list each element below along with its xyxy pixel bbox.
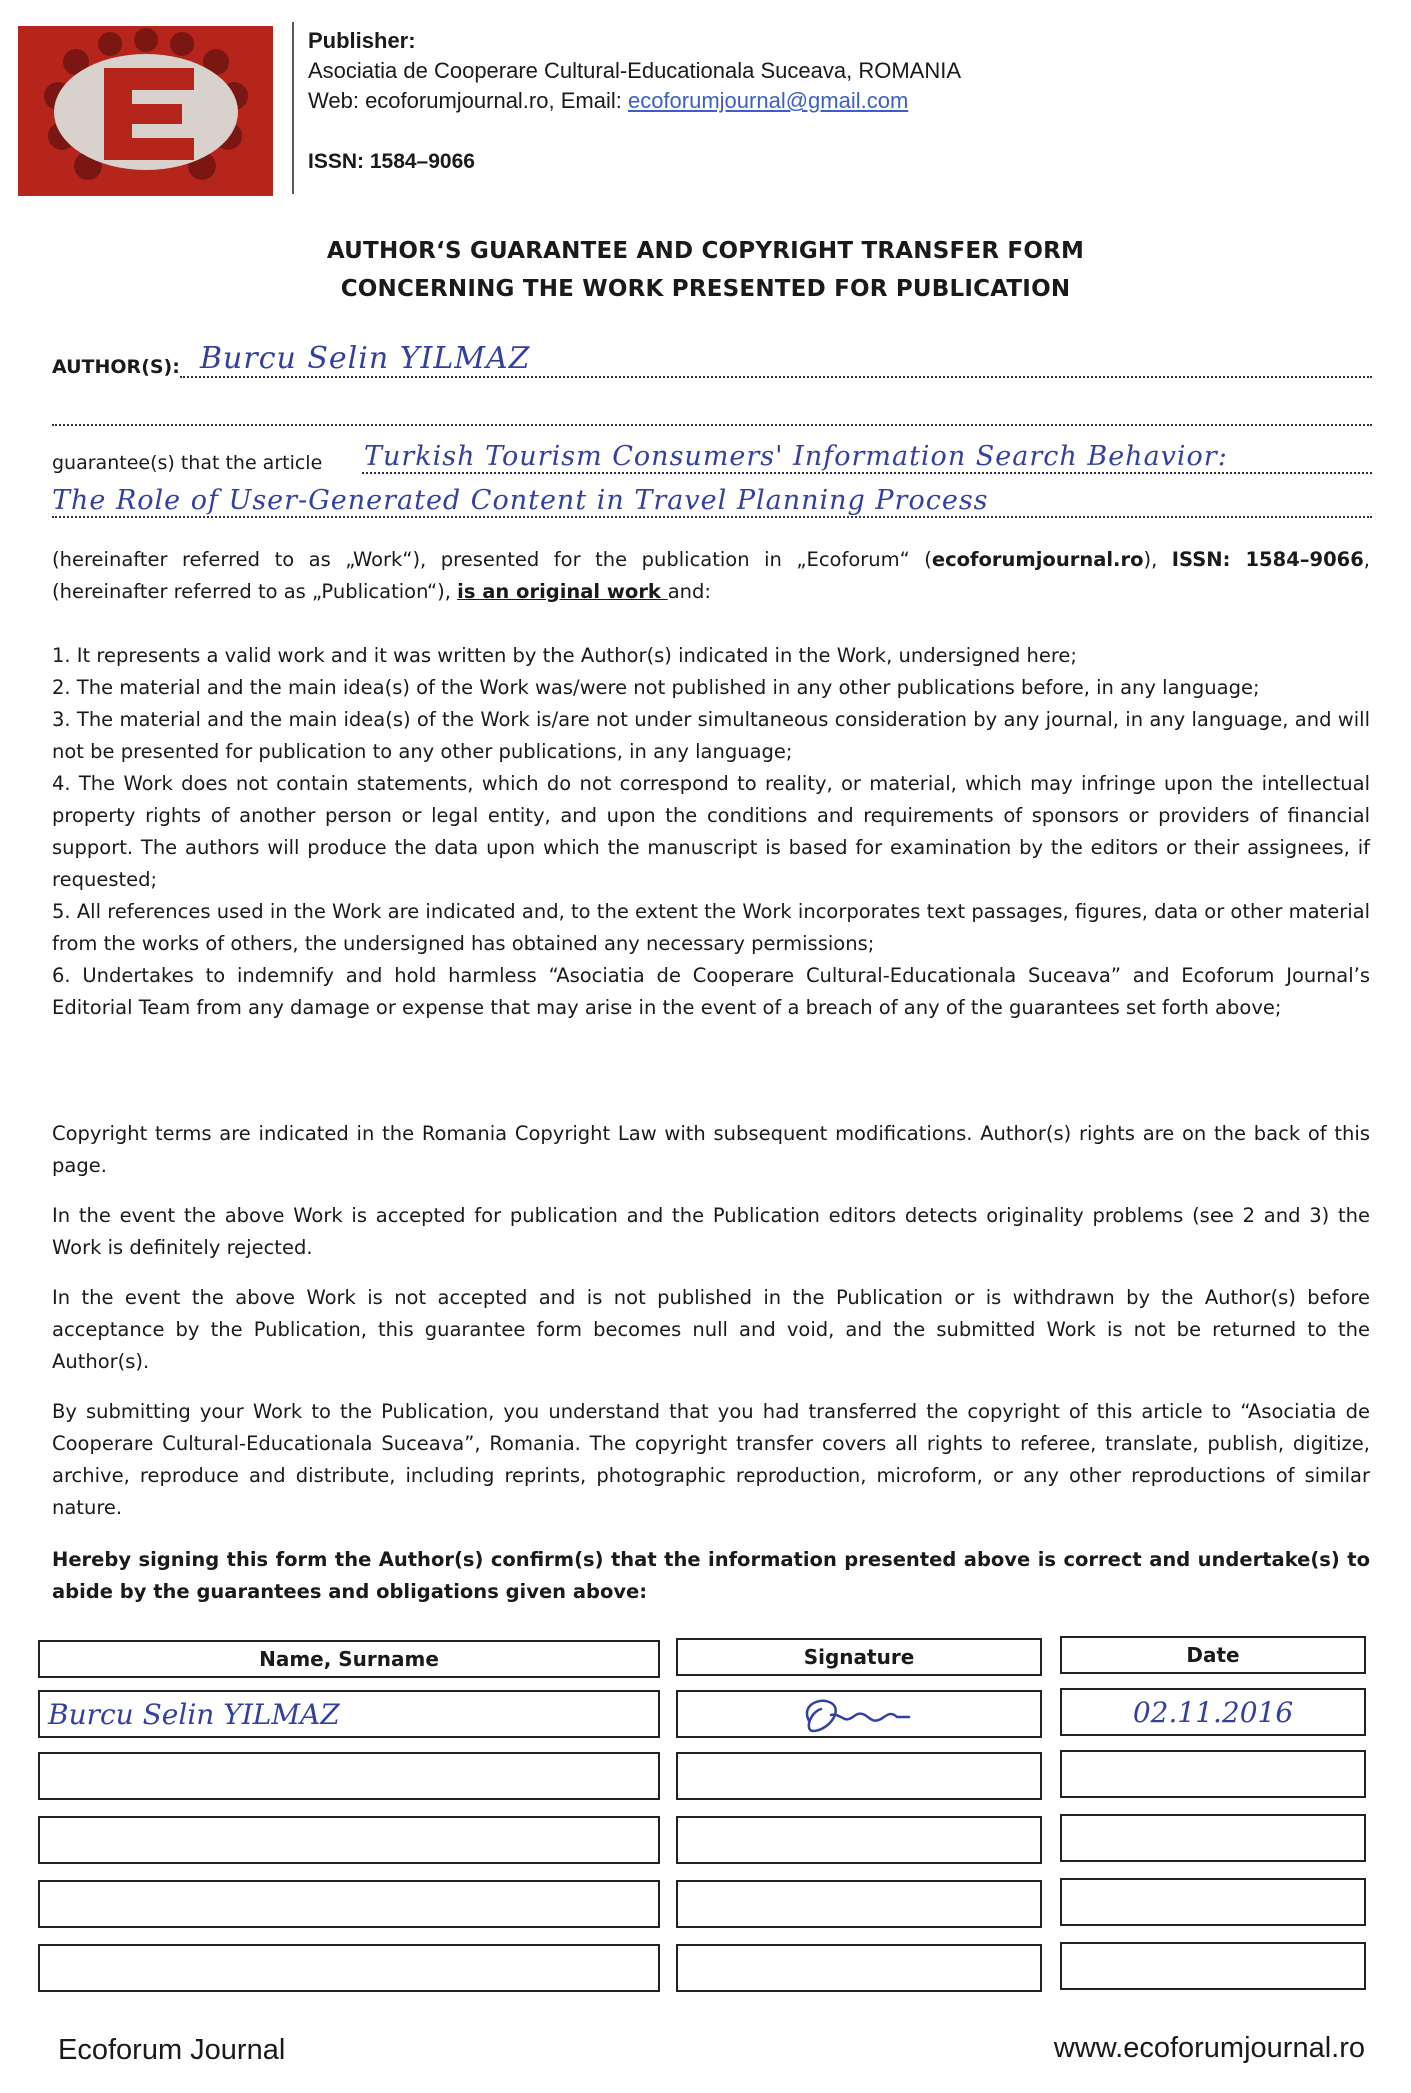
intro-paragraph — [52, 544, 1370, 608]
email-link[interactable]: ecoforumjournal@gmail.com — [627, 88, 909, 113]
row1-signature-cell[interactable] — [676, 1690, 1042, 1738]
intro-part2: ), — [1143, 548, 1172, 571]
header-name-surname: Name, Surname — [38, 1640, 660, 1678]
list-item: 5. All references used in the Work are indicated and, to the extent the Work incorporates text passages, figures, data or other material from the works of others, the undersigned has obtained any necessary permissions; — [52, 900, 1370, 955]
list-item: 1. It represents a valid work and it was written by the Author(s) indicated in the Work, undersigned here; — [52, 644, 1077, 667]
intro-site: ecoforumjournal.ro — [931, 548, 1144, 571]
article-title-line1[interactable]: Turkish Tourism Consumers' Information Search Behavior: — [364, 441, 1228, 472]
row4-name-cell[interactable] — [38, 1880, 660, 1928]
authors-field-row-2 — [52, 390, 1372, 430]
row5-name-cell[interactable] — [38, 1944, 660, 1992]
intro-part4: and: — [667, 580, 711, 603]
article-field-row-2 — [52, 482, 1372, 522]
row1-name-cell[interactable]: Burcu Selin YILMAZ — [38, 1690, 660, 1738]
not-accepted-paragraph: In the event the above Work is not accepted and is not published in the Publication or is withdrawn by the Author(s) before acceptance by the Publication, this guarantee form becomes null and void, and the submitted Work is not be returned to the Author(s). — [52, 1286, 1370, 1373]
publisher-contact — [308, 86, 1308, 116]
intro-issn: ISSN: 1584–9066 — [1171, 548, 1364, 571]
publisher-block — [308, 26, 1308, 116]
authors-handwritten-value[interactable]: Burcu Selin YILMAZ — [200, 341, 531, 376]
intro-part1: (hereinafter referred to as „Work“), presented for the publication in „Ecoforum“ ( — [52, 548, 932, 571]
footer-website[interactable]: www.ecoforumjournal.ro — [1053, 2032, 1365, 2064]
row2-signature-cell[interactable] — [676, 1752, 1042, 1800]
form-title — [0, 232, 1411, 308]
intro-part3: , (hereinafter referred to as „Publication“), — [52, 548, 1370, 603]
row4-date-cell[interactable] — [1060, 1878, 1366, 1926]
publisher-name: Asociatia de Cooperare Cultural-Educationala Suceava, ROMANIA — [308, 58, 961, 83]
article-dotted-line-1 — [362, 472, 1372, 474]
footer-journal-name: Ecoforum Journal — [58, 2034, 286, 2066]
authors-dotted-line-2[interactable] — [52, 424, 1372, 426]
guarantee-list — [52, 640, 1370, 1024]
form-title-line2: CONCERNING THE WORK PRESENTED FOR PUBLICATION — [340, 276, 1071, 302]
header-signature: Signature — [676, 1638, 1042, 1676]
authors-field-row — [52, 342, 1372, 382]
row3-date-cell[interactable] — [1060, 1814, 1366, 1862]
list-item: 2. The material and the main idea(s) of the Work was/were not published in any other publications before, in any language; — [52, 676, 1260, 699]
header-date: Date — [1060, 1636, 1366, 1674]
form-title-line1: AUTHOR‘S GUARANTEE AND COPYRIGHT TRANSFER FORM — [326, 238, 1085, 264]
row3-name-cell[interactable] — [38, 1816, 660, 1864]
submitting-paragraph: By submitting your Work to the Publication, you understand that you had transferred the copyright of this article to “Asociatia de Cooperare Cultural-Educationala Suceava”, Romania. The copyright transfer covers all rights to referee, translate, publish, digitize, archive, reproduce and distribute, including reprints, photographic reproduction, microform, or any other reproductions of similar nature. — [52, 1400, 1370, 1519]
list-item: 4. The Work does not contain statements, which do not correspond to reality, or material, which may infringe upon the intellectual property rights of another person or legal entity, and upon the conditions and requirements of sponsors or providers of financial support. The authors will produce the data upon which the manuscript is based for examination by the editors or their assignees, if requested; — [52, 772, 1370, 891]
list-item: 3. The material and the main idea(s) of the Work is/are not under simultaneous consideration by any journal, in any language, and will not be presented for publication to any other publications, in any language; — [52, 708, 1370, 763]
issn-label: ISSN: 1584–9066 — [308, 150, 475, 173]
article-title-line2[interactable]: The Role of User-Generated Content in Travel Planning Process — [52, 485, 989, 516]
row1-date-cell[interactable]: 02.11.2016 — [1060, 1688, 1366, 1736]
guarantee-label: guarantee(s) that the article — [52, 452, 323, 474]
row3-signature-cell[interactable] — [676, 1816, 1042, 1864]
row2-name-cell[interactable] — [38, 1752, 660, 1800]
authors-label: AUTHOR(S): — [52, 356, 180, 378]
ecoforum-logo-icon — [18, 26, 273, 196]
row5-date-cell[interactable] — [1060, 1942, 1366, 1990]
row2-date-cell[interactable] — [1060, 1750, 1366, 1798]
header-divider — [292, 22, 294, 194]
list-item: 6. Undertakes to indemnify and hold harmless “Asociatia de Cooperare Cultural-Educationala Suceava” and Ecoforum Journal’s Editorial Team from any damage or expense that may arise in the event of a breach of any of the guarantees set forth above; — [52, 964, 1370, 1019]
article-dotted-line-2 — [52, 516, 1372, 518]
authors-dotted-line — [180, 376, 1372, 378]
intro-original-work: is an original work — [457, 580, 668, 603]
article-field-row — [52, 438, 1372, 478]
copyright-paragraph: Copyright terms are indicated in the Romania Copyright Law with subsequent modifications. Author(s) rights are on the back of this page. — [52, 1122, 1370, 1177]
hereby-paragraph: Hereby signing this form the Author(s) confirm(s) that the information presented above is correct and undertake(s) to abide by the guarantees and obligations given above: — [52, 1548, 1370, 1603]
accepted-paragraph: In the event the above Work is accepted for publication and the Publication editors detects originality problems (see 2 and 3) the Work is definitely rejected. — [52, 1204, 1370, 1259]
row4-signature-cell[interactable] — [676, 1880, 1042, 1928]
publisher-label: Publisher: — [308, 28, 416, 53]
handwritten-signature-icon — [769, 1691, 949, 1737]
row5-signature-cell[interactable] — [676, 1944, 1042, 1992]
web-prefix: Web: ecoforumjournal.ro, Email: — [308, 88, 628, 113]
